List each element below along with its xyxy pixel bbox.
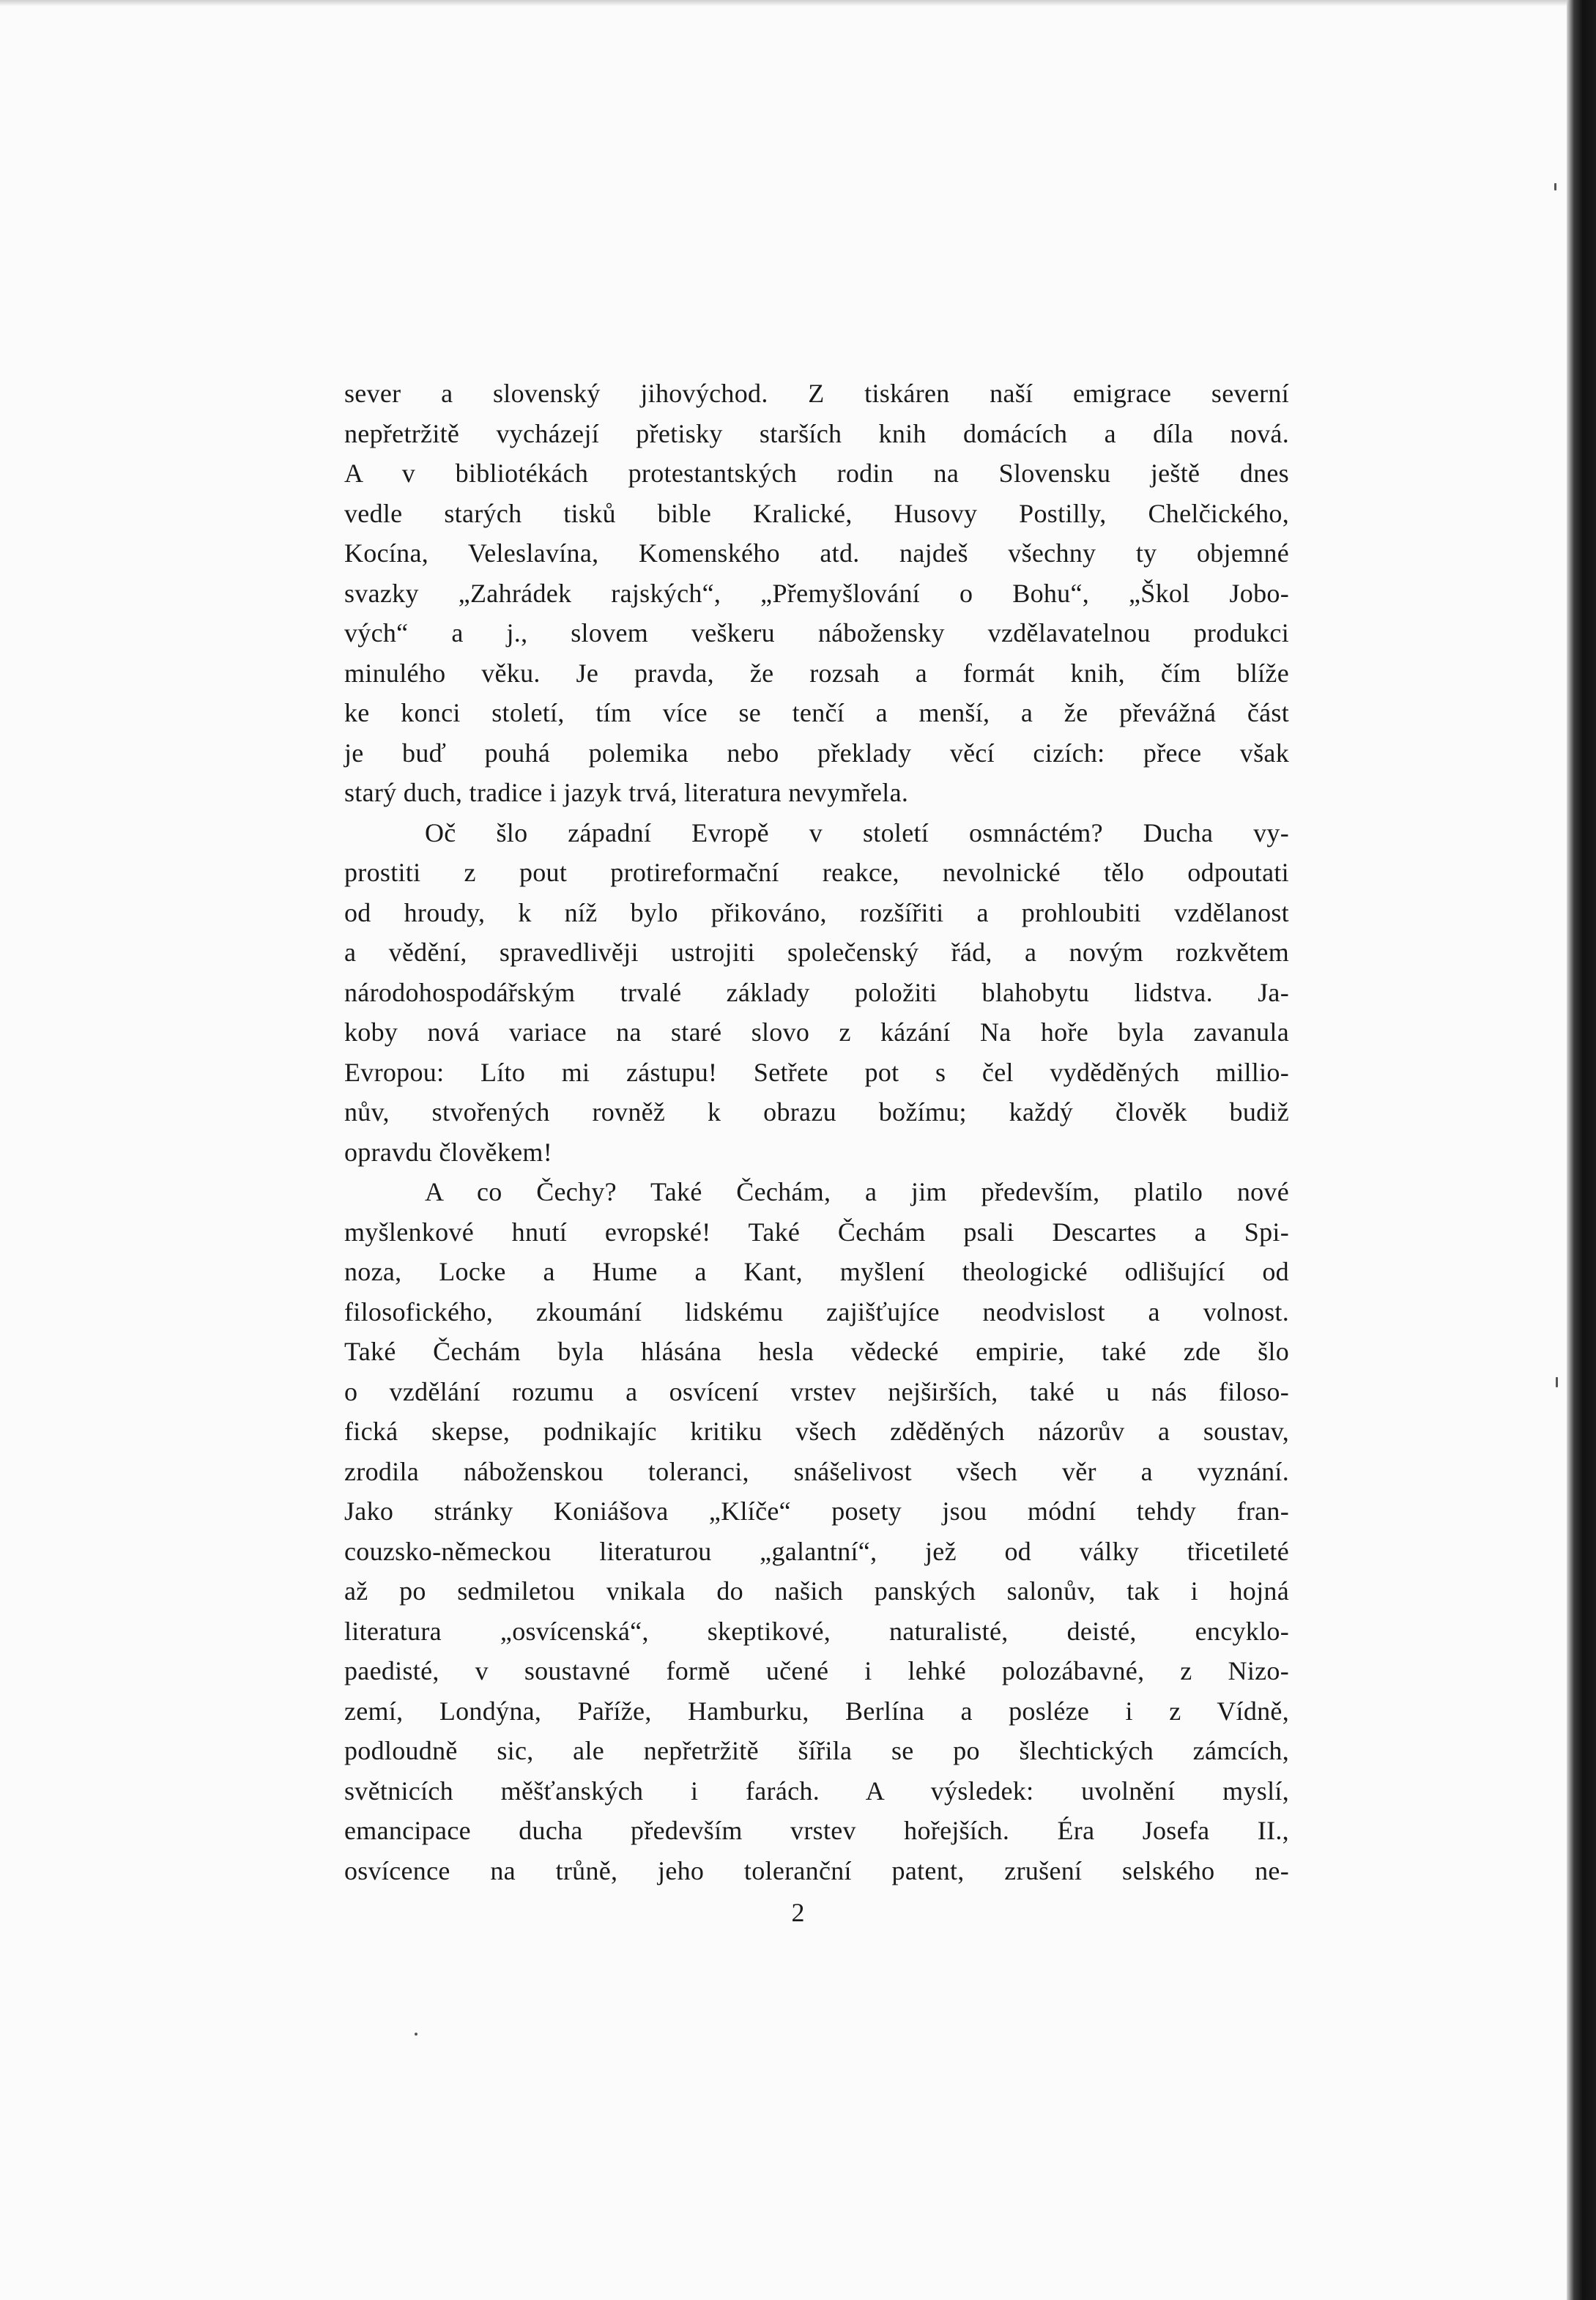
text-line: od hroudy, k níž bylo přikováno, rozšířiti a prohloubiti vzdělanost	[344, 897, 1289, 927]
text-line: až po sedmiletou vnikala do našich panských salonův, tak i hojná	[344, 1576, 1289, 1606]
text-line: filosofického, zkoumání lidskému zajišťujíce neodvislost a volnost.	[344, 1296, 1289, 1327]
text-line: koby nová variace na staré slovo z kázání Na hoře byla zavanula	[344, 1017, 1289, 1047]
text-line: Kocína, Veleslavína, Komenského atd. najdeš všechny ty objemné	[344, 538, 1289, 568]
text-line: je buď pouhá polemika nebo překlady věcí cizích: přece však	[344, 738, 1289, 768]
text-line: o vzdělání rozumu a osvícení vrstev nejširších, také u nás filoso-	[344, 1376, 1289, 1406]
scan-speck	[1556, 1377, 1558, 1387]
text-line: starý duch, tradice i jazyk trvá, literatura nevymřela.	[344, 778, 909, 807]
text-line: národohospodářským trvalé základy položiti blahobytu lidstva. Ja-	[344, 977, 1289, 1007]
text-line: minulého věku. Je pravda, že rozsah a formát knih, čím blíže	[344, 658, 1289, 688]
text-line: fická skepse, podnikajíc kritiku všech zděděných názorův a soustav,	[344, 1417, 1289, 1446]
text-line: prostiti z pout protireformační reakce, nevolnické tělo odpoutati	[344, 858, 1289, 887]
page-number: 2	[791, 1898, 805, 1927]
text-line: nův, stvořených rovněž k obrazu božímu; každý člověk budiž	[344, 1097, 1289, 1127]
text-line: couzsko-německou literaturou „galantní“, jež od války třicetileté	[344, 1536, 1289, 1566]
scan-speck	[1554, 183, 1556, 190]
text-line: sever a slovenský jihovýchod. Z tiskáren naší emigrace severní	[344, 379, 1289, 408]
text-line: svazky „Zahrádek rajských“, „Přemyšlování o Bohu“, „Škol Jobo-	[344, 578, 1289, 608]
text-line: a vědění, spravedlivěji ustrojiti společenský řád, a novým rozkvětem	[344, 938, 1289, 967]
scan-edge-top	[0, 0, 1596, 6]
text-line: osvícence na trůně, jeho toleranční patent, zrušení selského ne-	[344, 1855, 1289, 1885]
text-line: A v bibliotékách protestantských rodin na Slovensku ještě dnes	[344, 459, 1289, 488]
text-line: noza, Locke a Hume a Kant, myšlení theologické odlišující od	[344, 1257, 1289, 1286]
scan-speck	[415, 2033, 417, 2036]
text-line: Oč šlo západní Evropě v století osmnáctém? Ducha vy-	[425, 817, 1289, 847]
text-line: zrodila náboženskou toleranci, snášelivost všech věr a vyznání.	[344, 1456, 1289, 1486]
text-line: Jako stránky Koniášova „Klíče“ posety jsou módní tehdy fran-	[344, 1496, 1289, 1526]
text-line: světnicích měšťanských i farách. A výsledek: uvolnění myslí,	[344, 1776, 1289, 1806]
text-line: ke konci století, tím více se tenčí a menší, a že převážná část	[344, 698, 1289, 727]
body-text	[344, 374, 1289, 1891]
text-line: literatura „osvícenská“, skeptikové, naturalisté, deisté, encyklo-	[344, 1616, 1289, 1646]
text-line: emancipace ducha především vrstev hořejších. Éra Josefa II.,	[344, 1816, 1289, 1845]
text-line: Také Čechám byla hlásána hesla vědecké empirie, také zde šlo	[344, 1337, 1289, 1366]
text-line: vých“ a j., slovem veškeru nábožensky vzdělavatelnou produkci	[344, 618, 1289, 648]
text-line: A co Čechy? Také Čechám, a jim především, platilo nové	[425, 1177, 1289, 1206]
text-line: zemí, Londýna, Paříže, Hamburku, Berlína a posléze i z Vídně,	[344, 1696, 1289, 1726]
text-line: myšlenkové hnutí evropské! Také Čechám psali Descartes a Spi-	[344, 1217, 1289, 1247]
text-line: Evropou: Líto mi zástupu! Setřete pot s čel vyděděných millio-	[344, 1057, 1289, 1087]
scan-edge-right	[1567, 0, 1596, 2300]
text-line: vedle starých tisků bible Kralické, Husovy Postilly, Chelčického,	[344, 498, 1289, 528]
text-line: nepřetržitě vycházejí přetisky starších knih domácích a díla nová.	[344, 418, 1289, 448]
text-line: podloudně sic, ale nepřetržitě šířila se po šlechtických zámcích,	[344, 1736, 1289, 1765]
text-line: paedisté, v soustavné formě učené i lehké polozábavné, z Nizo-	[344, 1656, 1289, 1685]
text-line: opravdu člověkem!	[344, 1137, 552, 1167]
